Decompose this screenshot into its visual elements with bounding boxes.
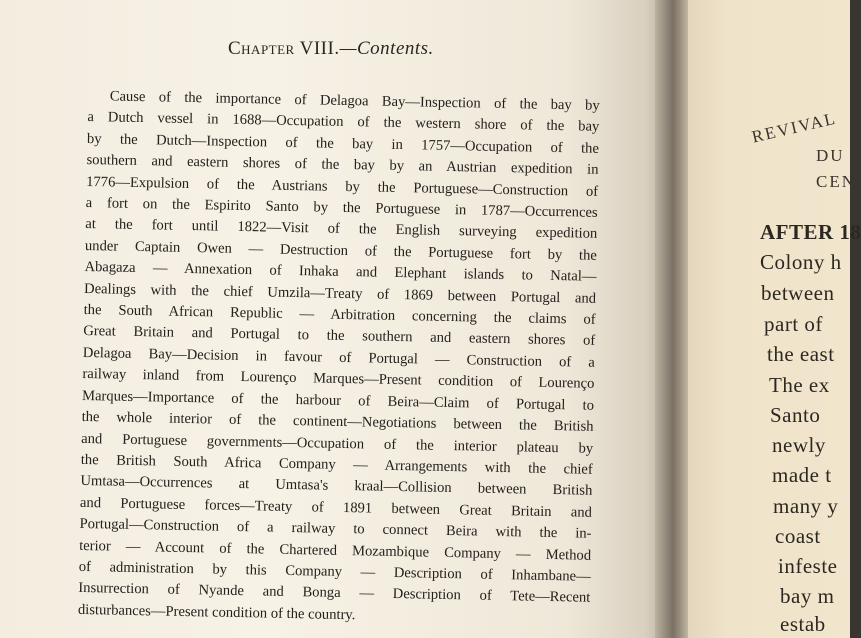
contents-line: Delagoa Bay—Decision in favour of Portugal — Construction of a [82,344,595,371]
contents-line: the whole interior of the continent—Negotiations between the British [81,409,594,435]
chapter-heading [228,38,434,60]
contents-line: 1776—Expulsion of the Austrians by the Portuguese—Construction of [86,173,599,200]
contents-line: a Dutch vessel in 1688—Occupation of the western shore of the bay [87,109,600,136]
right-page-line: estab [780,612,826,636]
contents-line: of administration by this Company — Description of Inhambane— [78,558,591,585]
contents-line: Cause of the importance of Delagoa Bay—Inspection of the bay by [109,88,600,114]
contents-line: under Captain Owen — Destruction of the Portuguese fort by the [84,237,597,264]
contents-summary [78,86,600,631]
contents-line: disturbances—Present condition of the country. [77,601,356,623]
contents-line: Marques—Importance of the harbour of Beira—Claim of Portugal to [81,387,595,414]
right-page-line: The ex [769,373,830,397]
contents-line: and Portuguese governments—Occupation of the interior plateau by [81,430,594,457]
contents-line: Abagaza — Annexation of Inhaka and Elephant islands to Natal— [84,259,597,286]
right-page-line: between [761,281,835,305]
right-page-line: many y [773,494,839,518]
contents-line: terior — Account of the Chartered Mozambique Company — Method [79,537,592,564]
right-page-line: the east [767,342,835,366]
contents-line: railway inland from Lourenço Marques—Present condition of Lourenço [82,366,595,393]
contents-line: the South African Republic — Arbitration concerning the claims of [83,302,596,328]
contents-line: and Portuguese forces—Treaty of 1891 between Great Britain and [79,494,593,521]
contents-line: Dealings with the chief Umzila—Treaty of 1869 between Portugal and [83,280,597,307]
right-page-line: coast [775,524,821,548]
contents-line: Insurrection of Nyande and Bonga — Description of Tete—Recent [78,580,591,607]
right-page-line: infeste [778,554,838,578]
right-page-line: AFTER 18 [760,220,861,244]
contents-label: —Contents. [339,38,434,59]
contents-line: by the Dutch—Inspection of the bay in 1757—Occupation of the [86,130,600,157]
right-page-line: part of [764,312,823,336]
right-page-heading: REVIVAL [750,108,839,147]
right-page-line: Santo [770,403,821,427]
chapter-number: Chapter VIII. [228,38,340,59]
contents-line: Great Britain and Portugal to the southern and eastern shores of [83,323,596,350]
contents-line: the British South Africa Company — Arrangements with the chief [80,451,593,478]
right-page-line: bay m [780,584,835,608]
contents-line: Portugal—Construction of a railway to connect Beira with the in- [79,516,592,542]
right-page-line: Colony h [760,250,842,274]
right-page [688,0,861,638]
right-page-line: made t [772,463,832,487]
contents-line: at the fort until 1822—Visit of the English surveying expedition [85,216,598,243]
right-page-heading: CEN [816,172,856,191]
contents-line: Umtasa—Occurrences at Umtasa's kraal—Collision between British [80,473,593,500]
right-page-line: newly [772,433,826,457]
contents-line: southern and eastern shores of the bay by an Austrian expedition in [86,152,599,179]
contents-line: a fort on the Espirito Santo by the Portuguese in 1787—Occurrences [85,195,598,221]
right-page-heading: DU [816,146,845,165]
